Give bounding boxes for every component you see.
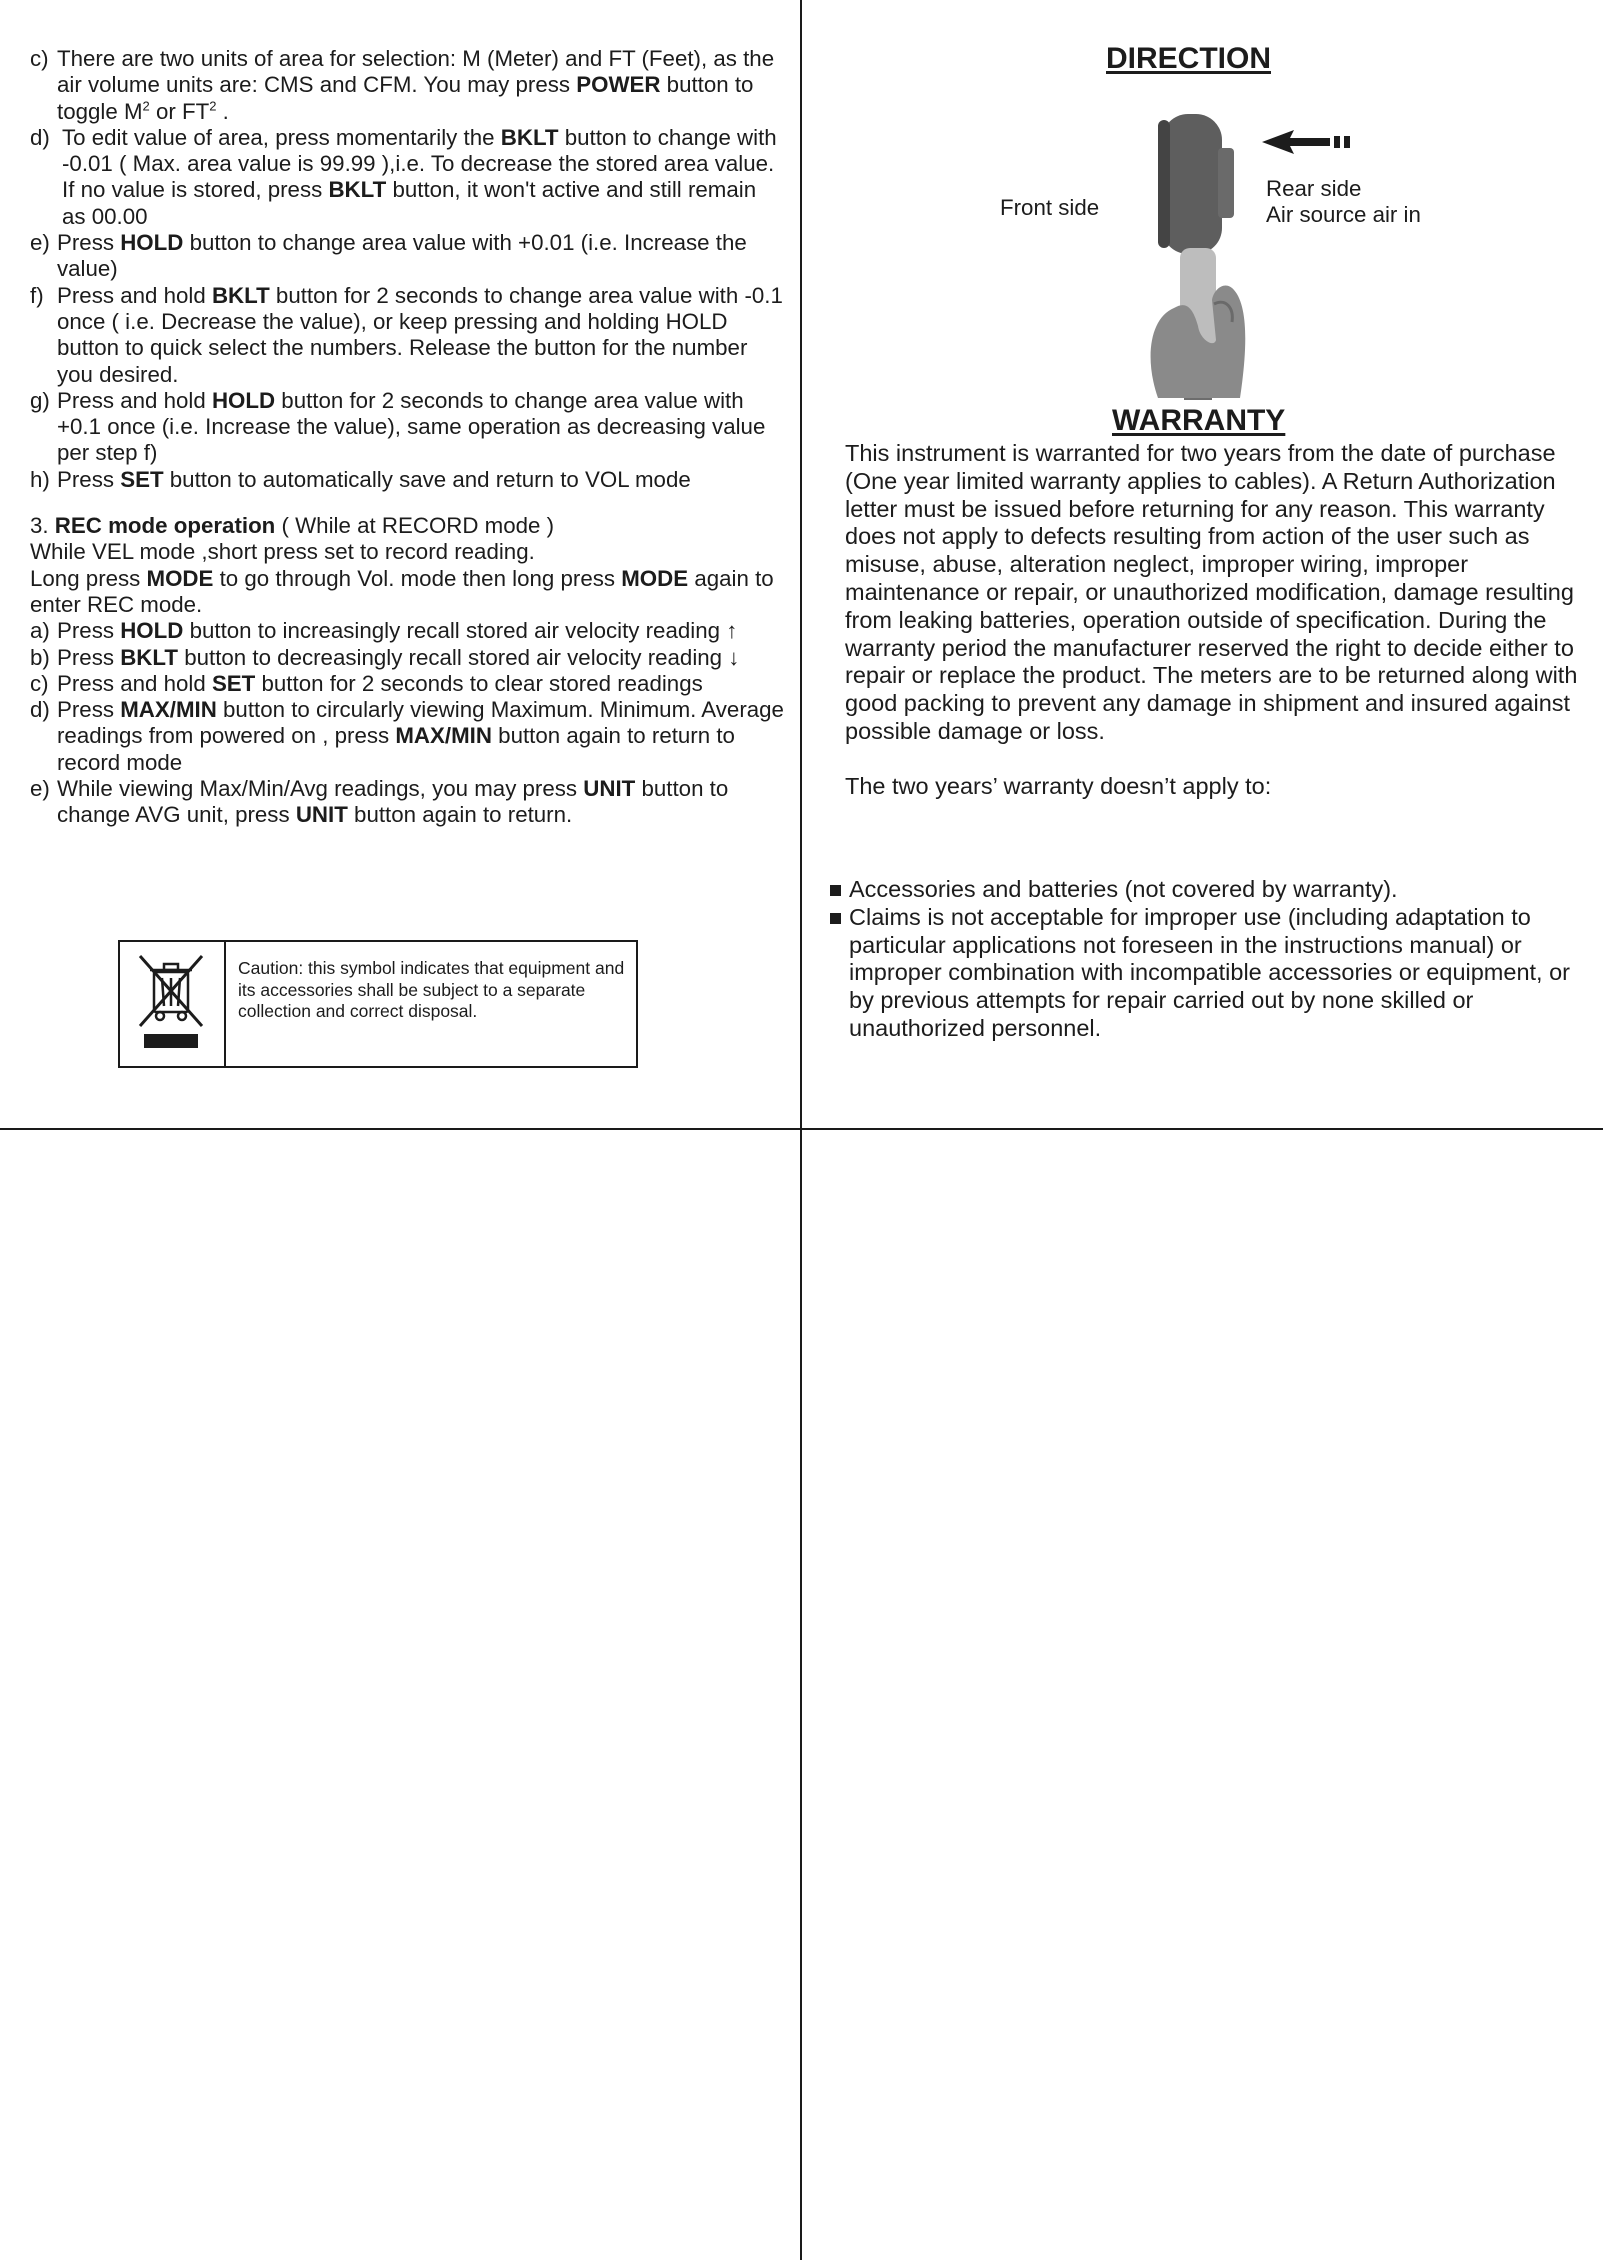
list-item: Accessories and batteries (not covered by warranty). bbox=[828, 876, 1588, 904]
rec-item-e: e) While viewing Max/Min/Avg readings, you may press UNIT button to change AVG unit, press UNIT button again to return. bbox=[30, 776, 729, 828]
list-item-d: d) To edit value of area, press momentarily the BKLT button to change with -0.01 ( Max. area value is 99.99 ),i.e. To decrease the stored area value. If no value is stored, press BKLT button, it won't active and still remain as 00.00 bbox=[30, 124, 777, 229]
list-item: Claims is not acceptable for improper use (including adaptation to particular applications not foreseen in the instructions manual) or improper combination with incompatible accessories or equipment, or by previous attempts for repair carried out by none skilled or unauthorized personnel. bbox=[828, 904, 1588, 1043]
weee-bin-icon bbox=[120, 942, 226, 1066]
front-side-label: Front side bbox=[1000, 195, 1100, 220]
bullet-square-icon bbox=[830, 885, 841, 896]
rec-item-a: a) Press HOLD button to increasingly recall stored air velocity reading ↑ bbox=[30, 618, 738, 644]
left-column bbox=[30, 46, 785, 829]
airflow-arrow-icon bbox=[1262, 130, 1350, 154]
caution-box bbox=[118, 940, 638, 1068]
list-item-f: f) Press and hold BKLT button for 2 seconds to change area value with -0.1 once ( i.e. Decrease the value), or keep pressing and holding HOLD button to quick select the numbers. Release the button for the number you desired. bbox=[30, 282, 783, 387]
rec-item-d: d) Press MAX/MIN button to circularly viewing Maximum. Minimum. Average readings from powered on , press MAX/MIN button again to return to record mode bbox=[30, 697, 784, 775]
rec-line-1: While VEL mode ,short press set to record reading. bbox=[30, 539, 535, 565]
list-item-c: c) There are two units of area for selection: M (Meter) and FT (Feet), as the air volume units are: CMS and CFM. You may press POWER button to toggle $M^2$ or $FT^2$ . bbox=[30, 46, 775, 124]
anemometer-illustration bbox=[1130, 108, 1390, 408]
list-item-h: h) Press SET button to automatically save and return to VOL mode bbox=[30, 466, 691, 492]
rear-side-label: Rear side Air source air in bbox=[1266, 176, 1421, 227]
warranty-heading: WARRANTY bbox=[1112, 404, 1286, 437]
center-divider bbox=[800, 0, 802, 2260]
warranty-paragraph: This instrument is warranted for two years from the date of purchase (One year limited warranty applies to cables). A Return Authorization letter must be issued before returning for any reason. This warranty does not apply to defects resulting from action of the user such as misuse, abuse, alteration neglect, improper wiring, improper maintenance or repair, or unauthorized modification, damage resulting from leaking batteries, operation outside of specification. During the warranty period the manufacturer reserved the right to decide either to repair or replace the product. The meters are to be returned along with good packing to prevent any damage in shipment and insured against possible damage or loss. bbox=[845, 440, 1578, 744]
list-item-e: e) Press HOLD button to change area value with +0.01 (i.e. Increase the value) bbox=[30, 230, 747, 282]
direction-heading: DIRECTION bbox=[1106, 42, 1271, 75]
rec-item-b: b) Press BKLT button to decreasingly recall stored air velocity reading ↓ bbox=[30, 644, 740, 670]
rec-heading: 3. REC mode operation ( While at RECORD mode ) bbox=[30, 513, 555, 539]
not-apply-line: The two years’ warranty doesn’t apply to: bbox=[845, 772, 1272, 799]
rec-item-c: c) Press and hold SET button for 2 seconds to clear stored readings bbox=[30, 670, 703, 696]
rec-line-2: Long press MODE to go through Vol. mode then long press MODE again to enter REC mode. bbox=[30, 565, 774, 617]
list-item-g: g) Press and hold HOLD button for 2 seconds to change area value with +0.1 once (i.e. Increase the value), same operation as decreasing value per step f) bbox=[30, 387, 766, 466]
horizontal-divider bbox=[0, 1128, 1603, 1130]
bullet-square-icon bbox=[830, 913, 841, 924]
warranty-body bbox=[845, 440, 1585, 801]
exclusion-list bbox=[828, 876, 1588, 1043]
caution-text: Caution: this symbol indicates that equipment and its accessories shall be subject to a separate collection and correct disposal. bbox=[238, 958, 625, 1021]
